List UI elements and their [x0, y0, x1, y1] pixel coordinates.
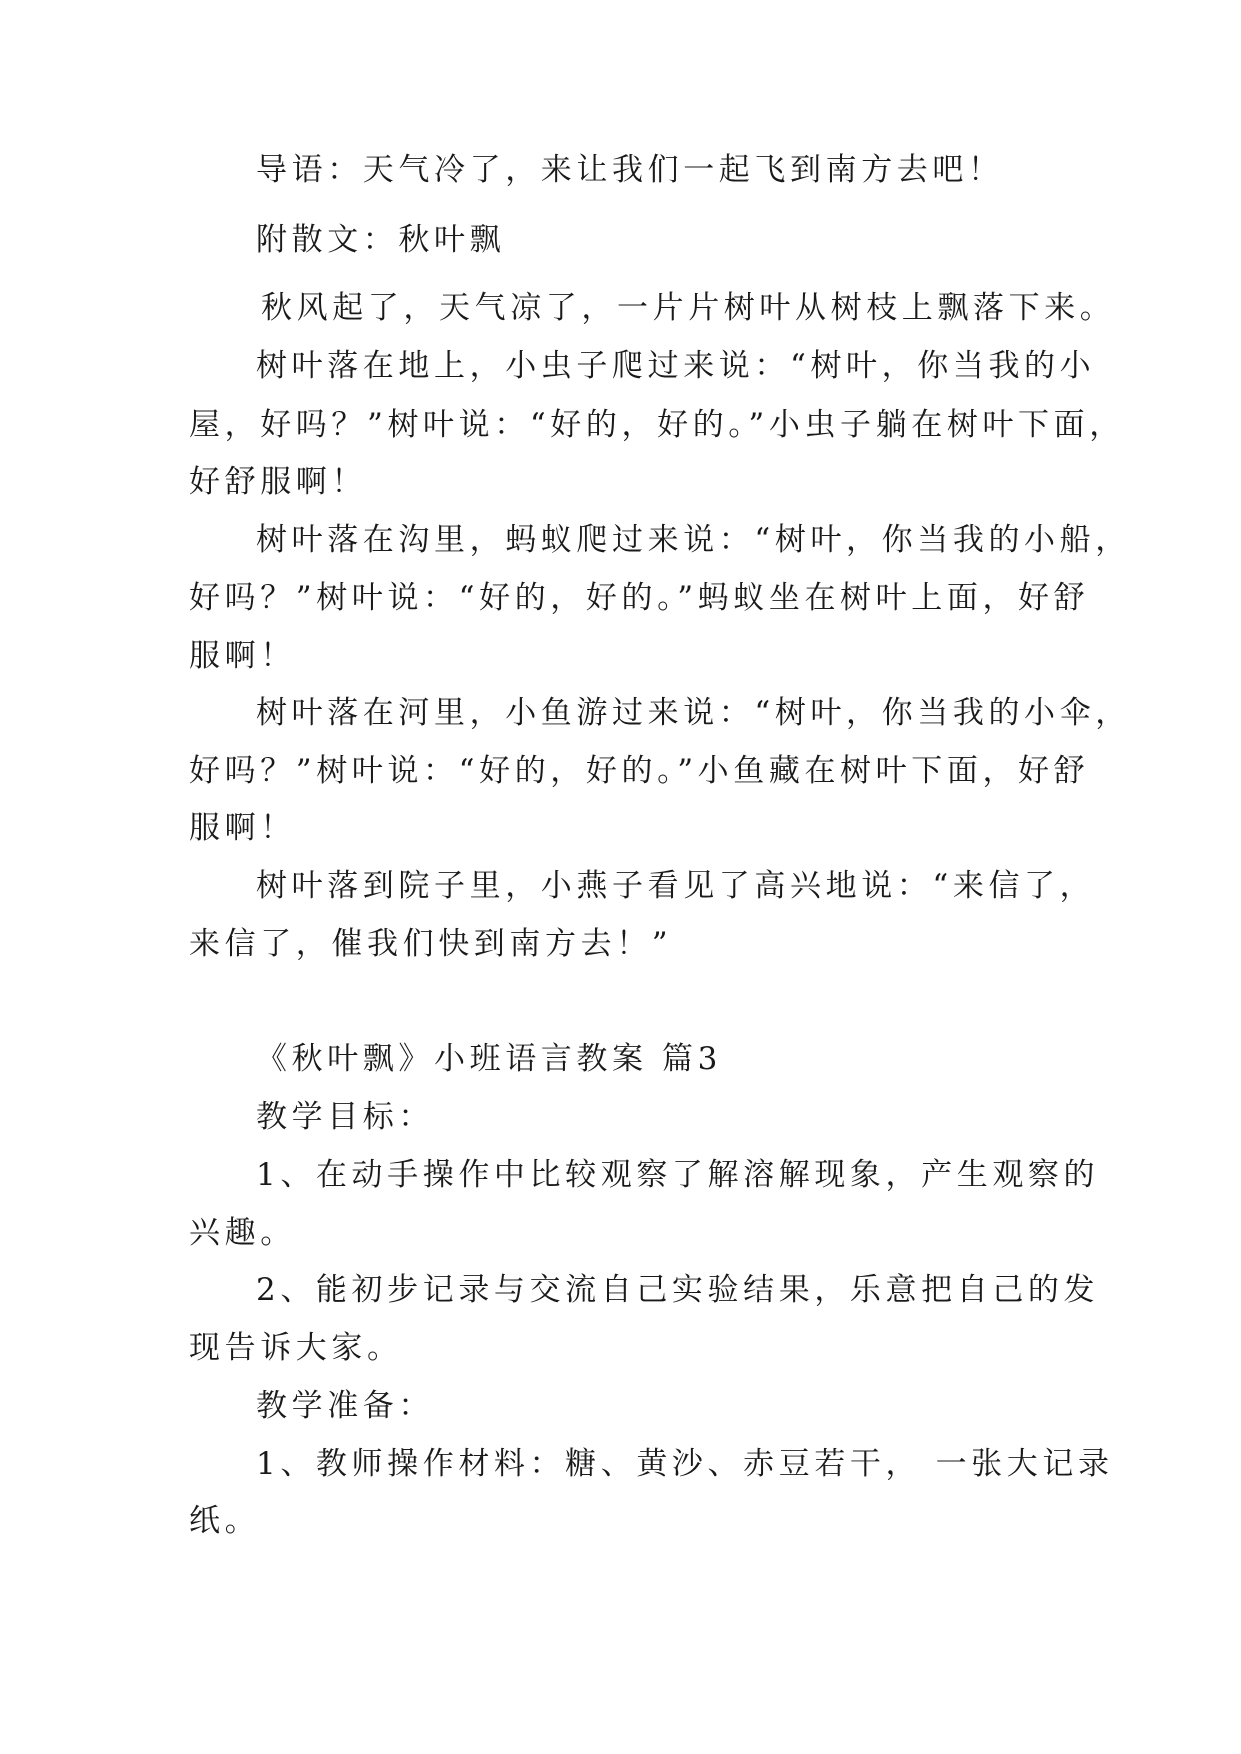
goal-item-line: 现告诉大家。 [189, 1330, 403, 1366]
paragraph-line: 树叶落到院子里，小燕子看见了高兴地说：“来信了， [256, 868, 1096, 904]
paragraph-line: 来信了，催我们快到南方去！” [189, 926, 673, 962]
paragraph-line: 服啊！ [189, 638, 296, 674]
attached-prose-label: 附散文：秋叶飘 [256, 222, 506, 258]
prep-item-line: 纸。 [189, 1503, 261, 1539]
paragraph-line: 树叶落在河里，小鱼游过来说：“树叶，你当我的小伞， [256, 695, 1131, 731]
goal-item-line: 兴趣。 [189, 1215, 296, 1251]
paragraph-line: 树叶落在沟里，蚂蚁爬过来说：“树叶，你当我的小船， [256, 522, 1131, 558]
paragraph-line: 好吗？”树叶说：“好的，好的。”蚂蚁坐在树叶上面，好舒 [189, 580, 1090, 616]
intro-line: 导语：天气冷了，来让我们一起飞到南方去吧！ [256, 152, 1004, 188]
prep-heading: 教学准备： [256, 1388, 434, 1424]
prep-item-line: 1、教师操作材料：糖、黄沙、赤豆若干， 一张大记录 [256, 1446, 1114, 1482]
paragraph-line: 好舒服啊！ [189, 464, 367, 500]
paragraph-line: 树叶落在地上，小虫子爬过来说：“树叶，你当我的小 [256, 348, 1096, 384]
goals-heading: 教学目标： [256, 1099, 434, 1135]
goal-item-line: 1、在动手操作中比较观察了解溶解现象，产生观察的 [256, 1157, 1100, 1193]
paragraph-line: 服啊！ [189, 810, 296, 846]
paragraph-line: 秋风起了，天气凉了，一片片树叶从树枝上飘落下来。 [261, 290, 1116, 326]
paragraph-line: 屋，好吗？”树叶说：“好的，好的。”小虫子躺在树叶下面， [189, 407, 1125, 443]
section-title: 《秋叶飘》小班语言教案 篇3 [256, 1041, 722, 1077]
goal-item-line: 2、能初步记录与交流自己实验结果，乐意把自己的发 [256, 1272, 1100, 1308]
paragraph-line: 好吗？”树叶说：“好的，好的。”小鱼藏在树叶下面，好舒 [189, 753, 1090, 789]
